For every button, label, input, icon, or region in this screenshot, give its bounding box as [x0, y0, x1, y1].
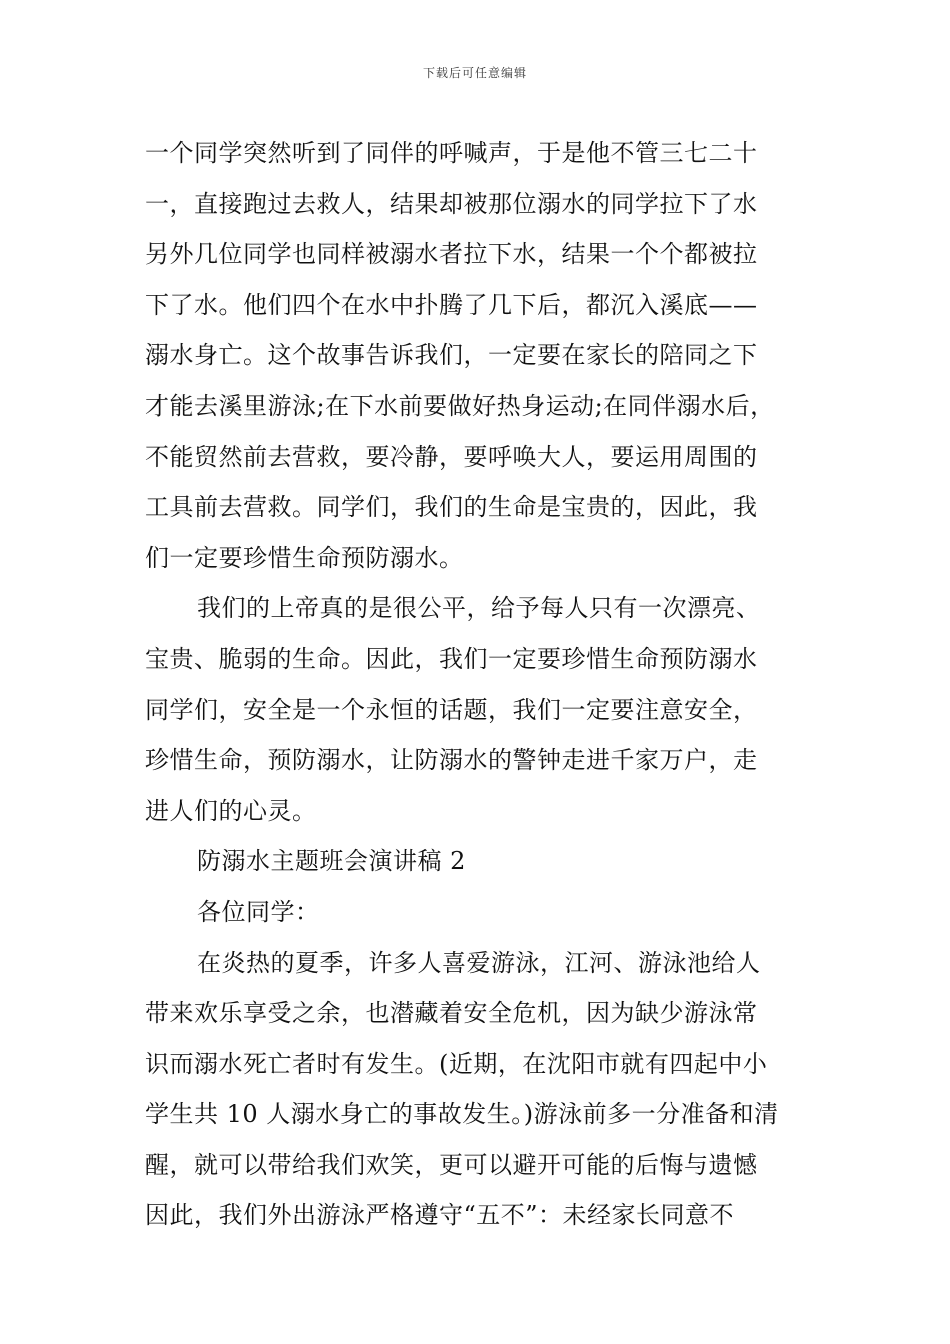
text-line: 因此，我们外出游泳严格遵守“五不”：未经家长同意不 — [145, 1201, 735, 1230]
text-line: 们一定要珍惜生命预防溺水。 — [145, 543, 464, 572]
text-line: 在炎热的夏季，许多人喜爱游泳，江河、游泳池给人 — [197, 948, 761, 977]
text-line: 工具前去营救。同学们，我们的生命是宝贵的，因此，我 — [145, 493, 758, 522]
document-body — [145, 128, 815, 1241]
text-line: 才能去溪里游泳;在下水前要做好热身运动;在同伴溺水后， — [145, 391, 775, 420]
text-line: 溺水身亡。这个故事告诉我们，一定要在家长的陪同之下 — [145, 341, 758, 370]
text-line: 防溺水主题班会演讲稿 2 — [197, 847, 466, 876]
text-line: 下了水。他们四个在水中扑腾了几下后，都沉入溪底—— — [145, 290, 758, 319]
text-line: 识而溺水死亡者时有发生。(近期，在沈阳市就有四起中小 — [145, 1049, 768, 1078]
text-line: 一个同学突然听到了同伴的呼喊声，于是他不管三七二十 — [145, 139, 758, 167]
text-line: 我们的上帝真的是很公平，给予每人只有一次漂亮、 — [197, 594, 761, 623]
text-line: 学生共 10 人溺水身亡的事故发生。)游泳前多一分准备和清 — [145, 1100, 779, 1129]
page-header-note: 下载后可任意编辑 — [422, 66, 527, 80]
text-line: 珍惜生命，预防溺水，让防溺水的警钟走进千家万户，走 — [145, 746, 758, 775]
text-line: 宝贵、脆弱的生命。因此，我们一定要珍惜生命预防溺水 — [145, 644, 758, 673]
text-line: 另外几位同学也同样被溺水者拉下水，结果一个个都被拉 — [145, 240, 758, 269]
text-line: 醒，就可以带给我们欢笑，更可以避开可能的后悔与遗憾 — [145, 1150, 758, 1179]
text-line: 不能贸然前去营救，要冷静，要呼唤大人，要运用周围的 — [145, 442, 758, 471]
text-line: 带来欢乐享受之余，也潜藏着安全危机，因为缺少游泳常 — [145, 999, 758, 1028]
text-line: 一，直接跑过去救人，结果却被那位溺水的同学拉下了水 — [145, 189, 758, 218]
text-line: 同学们，安全是一个永恒的话题，我们一定要注意安全， — [145, 695, 758, 724]
text-line: 进人们的心灵。 — [145, 796, 317, 825]
text-line: 各位同学： — [197, 897, 320, 926]
